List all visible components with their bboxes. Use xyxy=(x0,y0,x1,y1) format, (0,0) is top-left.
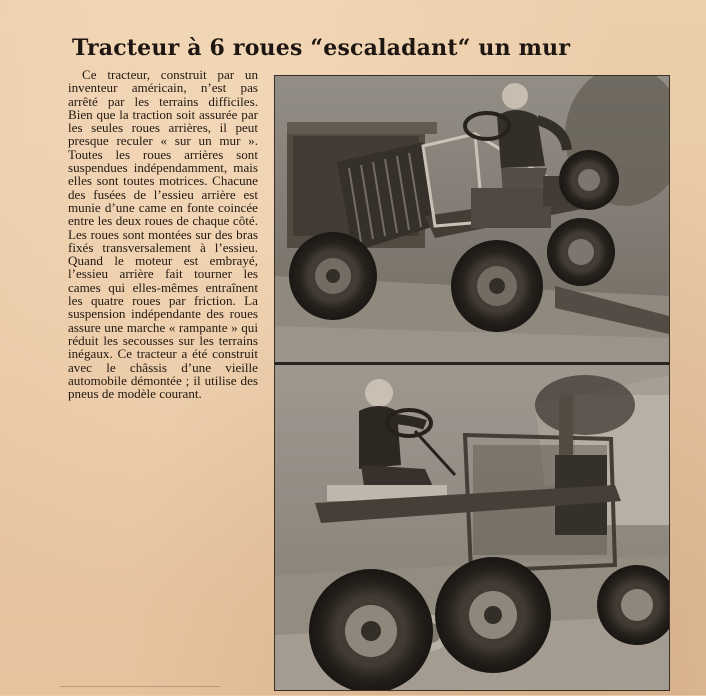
photo-tractor-driver xyxy=(275,365,669,690)
article-body: Ce tracteur, construit par un inventeur américain, n’est pas arrêté par les terrains difficiles. Bien que la traction soit assurée par les seules roues arrières, il peut presque reculer « sur un mur ». Toutes les roues arrières sont suspendues indépendamment, mais elles sont toutes motrices. Chacune des fusées de l’essieu arrière est munie d’une came en fonte coincée entre les deux roues de chaque côté. Les roues sont montées sur des bras fixés transversalement à l’essieu. Quand le moteur est embrayé, l’essieu arrière fait tourner les cames qui elles-mêmes entraînent les quatre roues par friction. La suspension indépendante des roues assure une marche « rampante » qui réduit les secousses sur les terrains inégaux. Ce tracteur a été construit avec le châssis d’une vieille automobile démontée ; il utilise des pneus de modèle courant. xyxy=(68,67,258,402)
photo-tractor-climbing-wall xyxy=(275,76,669,362)
article-title: Tracteur à 6 roues “escaladant“ un mur xyxy=(72,35,571,61)
photo-column xyxy=(274,75,670,691)
